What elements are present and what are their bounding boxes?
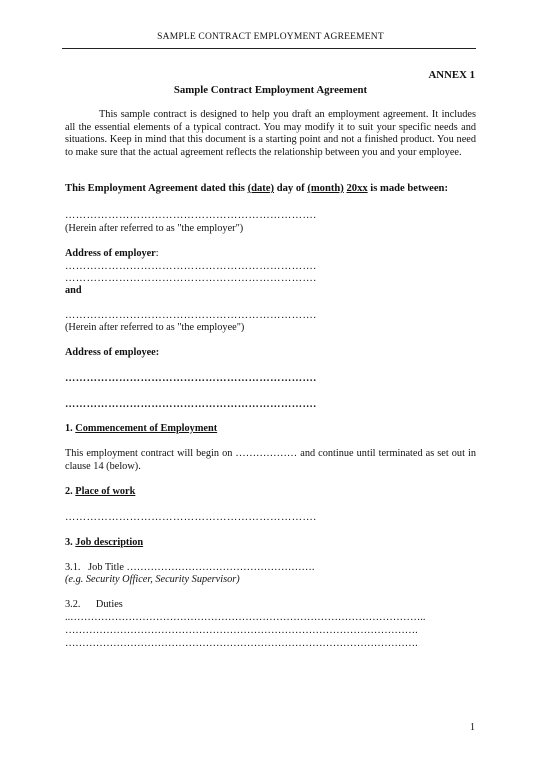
- job-title-line: 3.1. Job Title ……………………………………………….: [65, 562, 315, 573]
- page-number: 1: [470, 722, 475, 733]
- agreement-line: [65, 183, 448, 196]
- duties-line-1: ..…………………………………………………………………………………………..: [65, 612, 426, 623]
- section-1-number: 1.: [65, 423, 76, 434]
- employee-address-line-1: …………………………………………………………….: [65, 373, 317, 384]
- section-2-heading: [65, 486, 135, 499]
- section-1-heading: [65, 423, 217, 436]
- section-3-title: Job description: [75, 537, 144, 548]
- agreement-month: (month): [307, 183, 344, 194]
- employee-reference: (Herein after referred to as "the employee"): [65, 322, 245, 333]
- duties-line-3: ………………………………………………………………………………………….: [65, 638, 418, 649]
- section-2-title: Place of work: [75, 486, 136, 497]
- employee-address-line-2: …………………………………………………………….: [65, 399, 317, 410]
- annex-label: ANNEX 1: [428, 69, 475, 81]
- employer-name-blank: …………………………………………………………….: [65, 210, 317, 221]
- and-label: and: [65, 285, 82, 296]
- employer-address-colon: :: [155, 248, 159, 259]
- agreement-text-4: is made between:: [367, 183, 448, 194]
- agreement-year: 20xx: [346, 183, 368, 194]
- employer-address-line-1: …………………………………………………………….: [65, 261, 317, 272]
- document-title: Sample Contract Employment Agreement: [173, 84, 368, 96]
- employer-address-heading: [65, 248, 159, 261]
- place-of-work-blank: …………………………………………………………….: [65, 512, 317, 523]
- duties-label: 3.2. Duties: [65, 599, 123, 610]
- section-3-number: 3.: [65, 537, 76, 548]
- duties-line-2: ………………………………………………………………………………………….: [65, 625, 418, 636]
- employee-name-blank: …………………………………………………………….: [65, 310, 317, 321]
- employee-address-label: Address of employee:: [65, 347, 160, 358]
- agreement-text-2: day of: [274, 183, 308, 194]
- section-2-number: 2.: [65, 486, 76, 497]
- employer-address-label: Address of employer: [65, 248, 156, 259]
- section-1-text: This employment contract will begin on ……………… and continue until terminated as set out in clause 14 (below).: [65, 448, 476, 472]
- header-rule: [62, 48, 476, 49]
- employer-address-line-2: …………………………………………………………….: [65, 273, 317, 284]
- job-title-example: (e.g. Security Officer, Security Supervisor): [65, 574, 240, 585]
- intro-paragraph: This sample contract is designed to help you draft an employment agreement. It includes all the essential elements of a typical contract. You may modify it to suit your specific needs and situations. Keep in mind that this document is a starting point and not a finished product. You need to make sure that the actual agreement reflects the relationship between you and your employee.: [65, 109, 476, 158]
- agreement-text-1: This Employment Agreement dated this: [65, 183, 248, 194]
- section-3-heading: [65, 537, 143, 550]
- section-1-title: Commencement of Employment: [75, 423, 218, 434]
- agreement-date: (date): [247, 183, 275, 194]
- running-header: SAMPLE CONTRACT EMPLOYMENT AGREEMENT: [157, 32, 384, 42]
- employer-reference: (Herein after referred to as "the employer"): [65, 223, 244, 234]
